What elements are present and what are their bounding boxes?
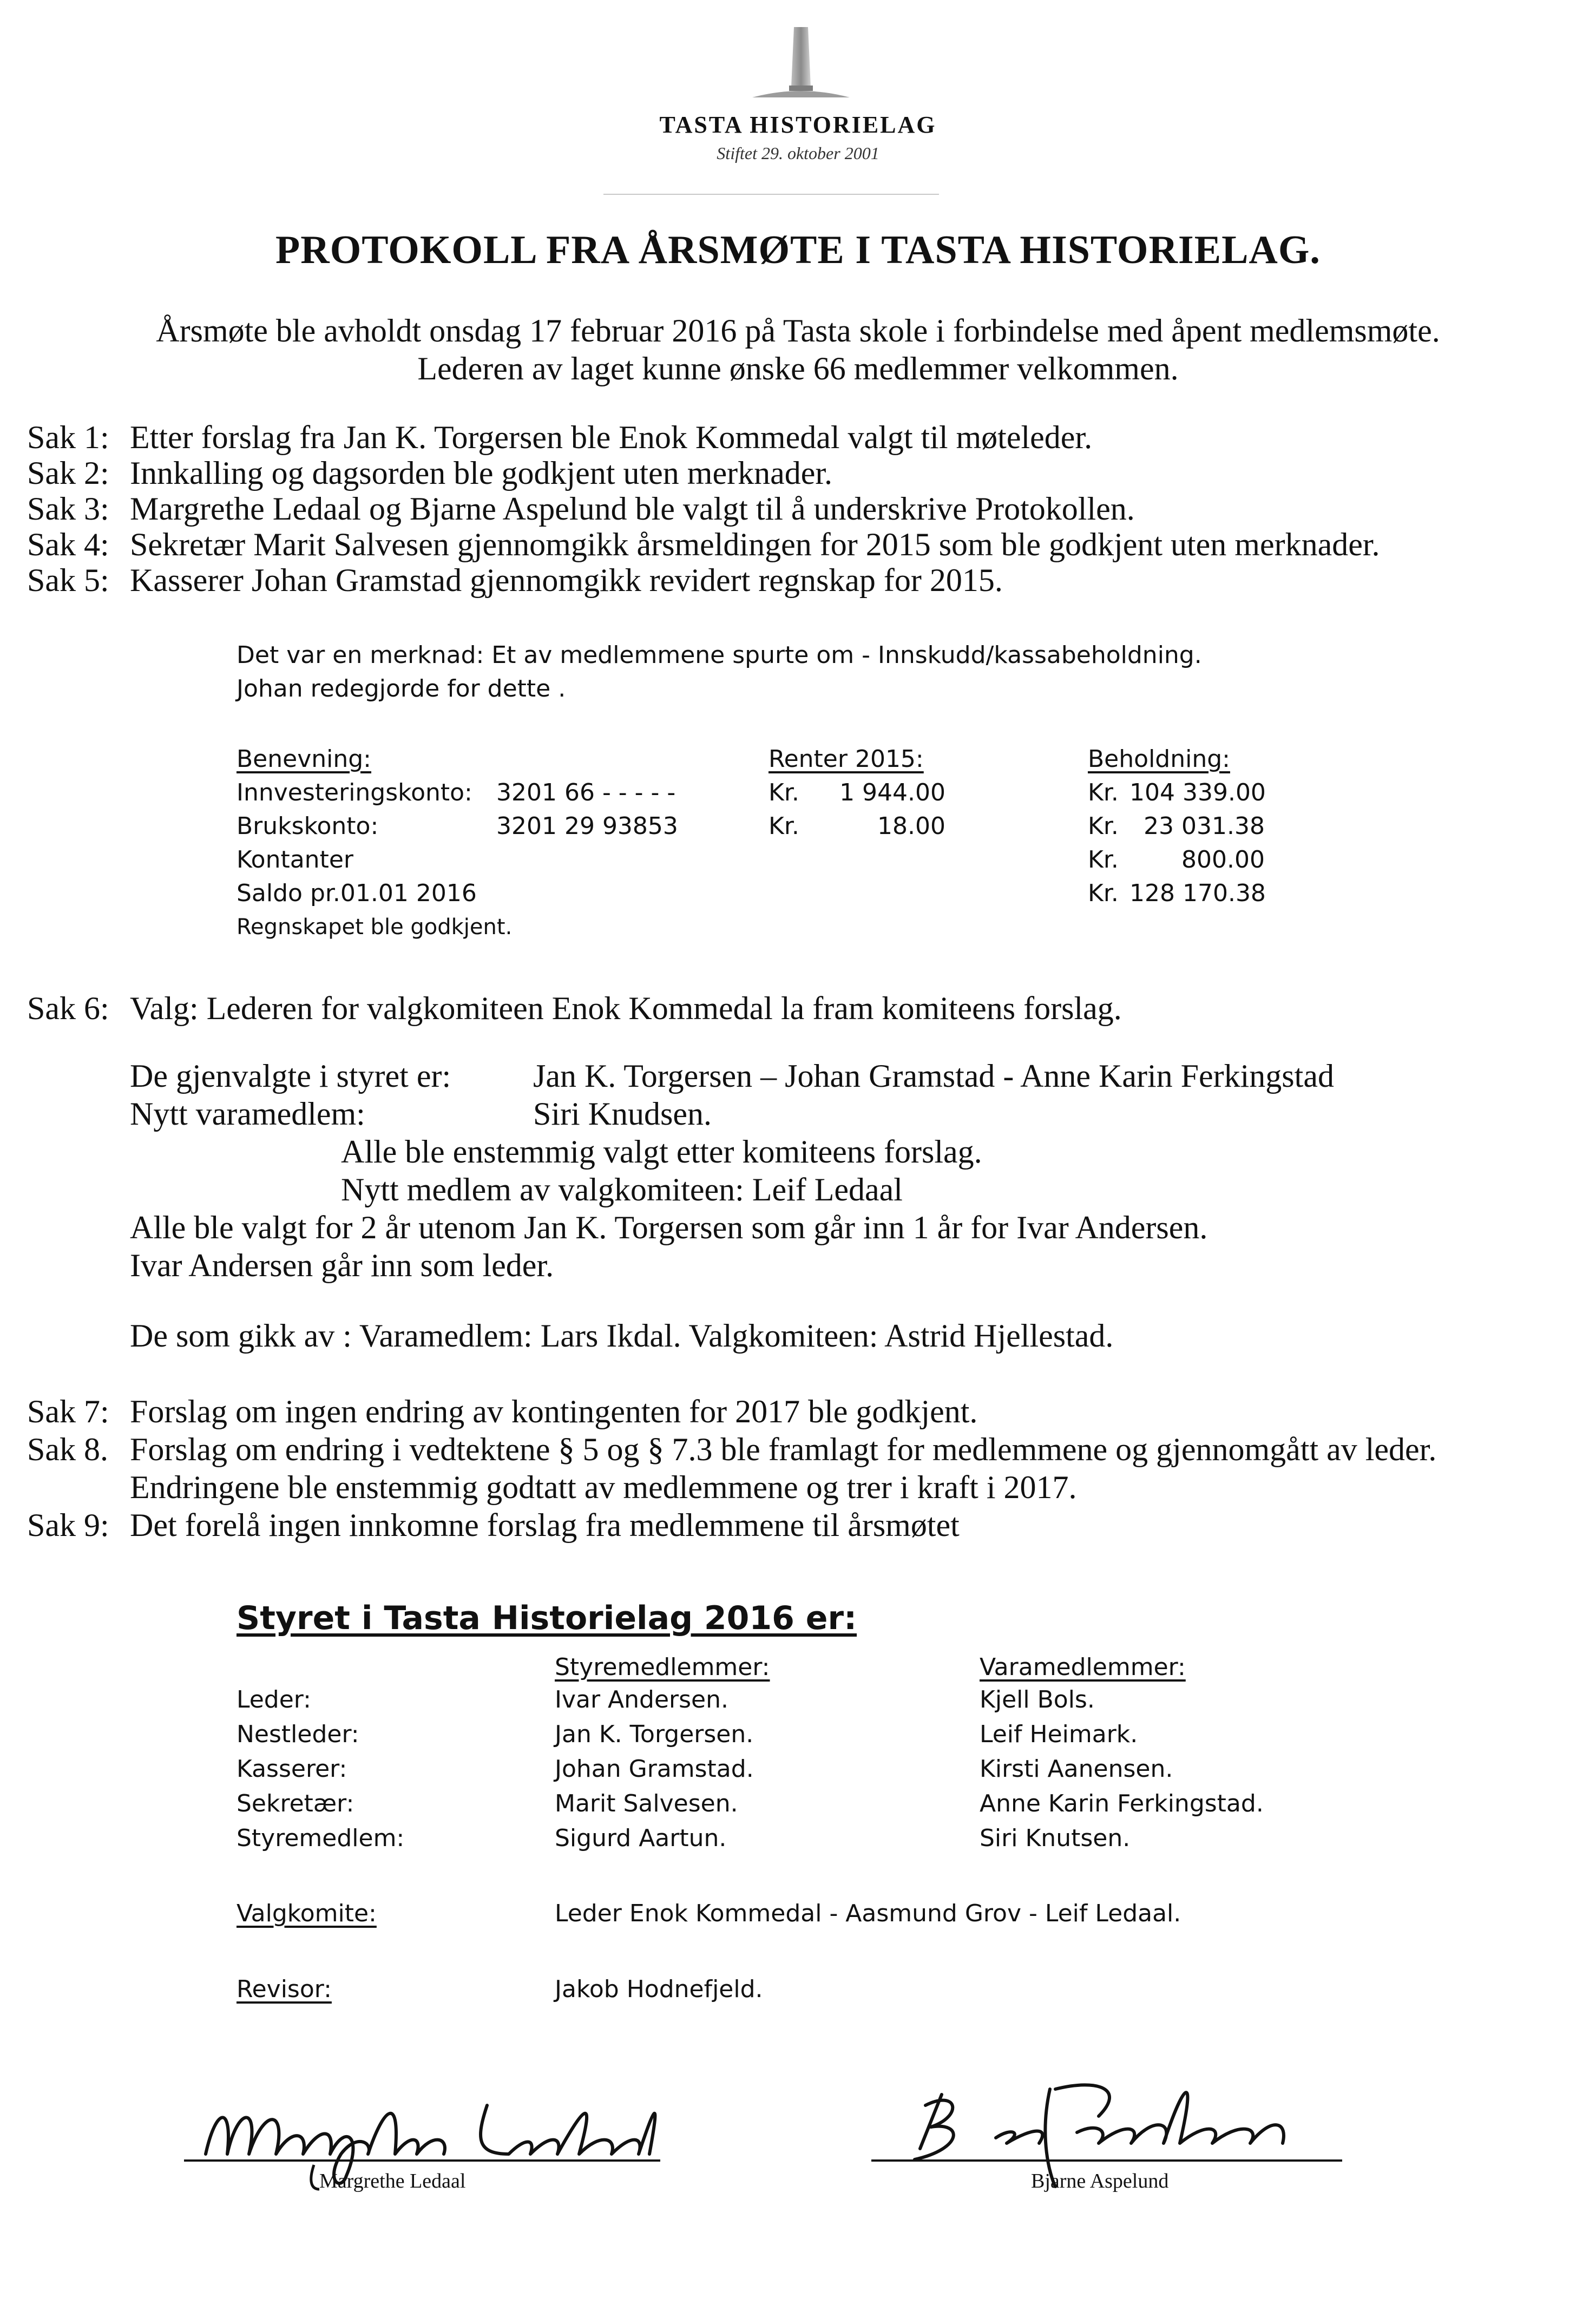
header-balance: Beholdning:	[1088, 745, 1230, 773]
board-row	[237, 1683, 1373, 1718]
item-text: Kasserer Johan Gramstad gjennomgikk revidert regnskap for 2015.	[130, 562, 1003, 598]
founded-date: Stiftet 29. oktober 2001	[717, 143, 879, 163]
sak6-text: Valg: Lederen for valgkomiteen Enok Kommedal la fram komiteens forslag.	[130, 990, 1122, 1026]
account-number: 3201 66 - - - - -	[496, 779, 676, 806]
signature-line-right	[871, 2159, 1342, 2162]
account-name: Innvesteringskonto:	[237, 779, 472, 806]
terms-line-1: Alle ble valgt for 2 år utenom Jan K. Torgersen som går inn 1 år for Ivar Andersen.	[130, 1210, 1208, 1245]
account-row	[237, 776, 1319, 810]
org-name: TASTA HISTORIELAG	[659, 111, 937, 138]
intro-line-2: Lederen av laget kunne ønske 66 medlemmer velkommen.	[417, 351, 1179, 386]
logo	[720, 16, 882, 103]
interest-currency: Kr.	[769, 812, 799, 840]
item-text: Forslag om ingen endring av kontingenten for 2017 ble godkjent.	[130, 1394, 978, 1429]
signer-left-name: Margrethe Ledaal	[319, 2170, 466, 2192]
new-deputy-value: Siri Knudsen.	[533, 1096, 712, 1132]
committee-value: Leder Enok Kommedal - Aasmund Grov - Leif Ledaal.	[555, 1900, 1181, 1927]
agenda-item	[27, 455, 1380, 491]
item-label: Sak 1:	[27, 419, 109, 455]
item-text: Det forelå ingen innkomne forslag fra medlemmene til årsmøtet	[130, 1507, 960, 1543]
remark-line-2: Johan redegjorde for dette .	[237, 675, 566, 703]
item-label: Sak 8.	[27, 1432, 108, 1467]
board-role: Nestleder:	[237, 1721, 359, 1748]
agenda-item	[27, 562, 1380, 598]
board-row	[237, 1718, 1373, 1752]
agenda-item	[27, 1469, 1436, 1507]
header-divider	[603, 194, 939, 195]
interest-value: 1 944.00	[839, 779, 945, 806]
account-row	[237, 843, 1319, 877]
item-text: Innkalling og dagsorden ble godkjent uten merknader.	[130, 455, 832, 491]
board-role: Leder:	[237, 1686, 311, 1713]
board-member: Marit Salvesen.	[555, 1790, 738, 1817]
item-text: Etter forslag fra Jan K. Torgersen ble Enok Kommedal valgt til møteleder.	[130, 419, 1093, 455]
balance-value: 23 031.38	[1144, 812, 1265, 840]
item-label: Sak 5:	[27, 562, 109, 598]
col-members-header: Styremedlemmer:	[555, 1653, 770, 1681]
balance-currency: Kr.	[1088, 879, 1119, 907]
board-deputy: Kjell Bols.	[980, 1686, 1095, 1713]
item-text: Endringene ble enstemmig godtatt av medlemmene og trer i kraft i 2017.	[130, 1469, 1077, 1505]
unanimous-text: Alle ble enstemmig valgt etter komiteens forslag.	[341, 1134, 982, 1170]
board-member: Johan Gramstad.	[555, 1755, 754, 1783]
auditor-label: Revisor:	[237, 1975, 332, 2003]
interest-currency: Kr.	[769, 779, 799, 806]
agenda-item	[27, 1507, 1436, 1545]
board-member: Sigurd Aartun.	[555, 1824, 727, 1852]
agenda-items-1-5	[27, 419, 1380, 598]
balance-value: 800.00	[1181, 846, 1265, 874]
board-row	[237, 1787, 1373, 1822]
item-label: Sak 9:	[27, 1507, 109, 1543]
balance-value: 104 339.00	[1129, 779, 1266, 806]
board-role: Sekretær:	[237, 1790, 354, 1817]
board-role: Styremedlem:	[237, 1824, 405, 1852]
board-deputy: Leif Heimark.	[980, 1721, 1138, 1748]
remark-line-1: Det var en merknad: Et av medlemmene spurte om - Innskudd/kassabeholdning.	[237, 641, 1202, 669]
board-role: Kasserer:	[237, 1755, 347, 1783]
accounts-table	[237, 743, 1319, 959]
agenda-item	[27, 527, 1380, 562]
account-number: 3201 29 93853	[496, 812, 678, 840]
reelected-label: De gjenvalgte i styret er:	[130, 1058, 451, 1094]
signature-line-left	[184, 2159, 660, 2162]
account-name: Brukskonto:	[237, 812, 379, 840]
page-title: PROTOKOLL FRA ÅRSMØTE I TASTA HISTORIELAG.	[275, 228, 1321, 272]
header-interest: Renter 2015:	[769, 745, 924, 773]
item-label: Sak 4:	[27, 527, 109, 562]
agenda-item	[27, 419, 1380, 455]
header-name: Benevning:	[237, 745, 372, 773]
item-text: Margrethe Ledaal og Bjarne Aspelund ble valgt til å underskrive Protokollen.	[130, 491, 1135, 527]
board-row	[237, 1752, 1373, 1787]
item-text: Forslag om endring i vedtektene § 5 og § 7.3 ble framlagt for medlemmene og gjennomgått av leder.	[130, 1432, 1437, 1467]
board-deputy: Kirsti Aanensen.	[980, 1755, 1173, 1783]
board-member: Jan K. Torgersen.	[555, 1721, 754, 1748]
col-deputies-header: Varamedlemmer:	[980, 1653, 1186, 1681]
item-label: Sak 3:	[27, 491, 109, 527]
balance-currency: Kr.	[1088, 779, 1119, 806]
new-deputy-label: Nytt varamedlem:	[130, 1096, 365, 1132]
balance-currency: Kr.	[1088, 846, 1119, 874]
account-name: Saldo pr.01.01 2016	[237, 879, 477, 907]
auditor-value: Jakob Hodnefjeld.	[555, 1975, 763, 2003]
item-text: Sekretær Marit Salvesen gjennomgikk årsmeldingen for 2015 som ble godkjent uten merknader.	[130, 527, 1380, 562]
signer-right-name: Bjarne Aspelund	[1031, 2170, 1169, 2192]
item-label: Sak 7:	[27, 1394, 109, 1429]
board-heading: Styret i Tasta Historielag 2016 er:	[237, 1599, 857, 1637]
committee-label: Valgkomite:	[237, 1900, 377, 1927]
account-name: Kontanter	[237, 846, 353, 874]
board-row	[237, 1822, 1373, 1856]
agenda-items-7-9	[27, 1394, 1436, 1545]
account-row	[237, 877, 1319, 910]
sak6-label: Sak 6:	[27, 990, 109, 1026]
board-deputy: Anne Karin Ferkingstad.	[980, 1790, 1264, 1817]
new-committee-text: Nytt medlem av valgkomiteen: Leif Ledaal	[341, 1172, 903, 1207]
board-table	[237, 1683, 1373, 1862]
board-member: Ivar Andersen.	[555, 1686, 728, 1713]
terms-line-2: Ivar Andersen går inn som leder.	[130, 1248, 554, 1283]
accounts-approved: Regnskapet ble godkjent.	[237, 915, 513, 940]
monument-logo-icon	[720, 16, 882, 103]
agenda-item	[27, 491, 1380, 527]
agenda-item	[27, 1394, 1436, 1432]
account-row	[237, 810, 1319, 843]
interest-value: 18.00	[877, 812, 945, 840]
balance-value: 128 170.38	[1129, 879, 1266, 907]
intro-line-1: Årsmøte ble avholdt onsdag 17 februar 2016 på Tasta skole i forbindelse med åpent medlemsmøte.	[156, 313, 1440, 349]
board-deputy: Siri Knutsen.	[980, 1824, 1131, 1852]
reelected-value: Jan K. Torgersen – Johan Gramstad - Anne Karin Ferkingstad	[533, 1058, 1334, 1094]
balance-currency: Kr.	[1088, 812, 1119, 840]
leaving-text: De som gikk av : Varamedlem: Lars Ikdal. Valgkomiteen: Astrid Hjellestad.	[130, 1318, 1114, 1354]
item-label: Sak 2:	[27, 455, 109, 491]
agenda-item	[27, 1432, 1436, 1469]
